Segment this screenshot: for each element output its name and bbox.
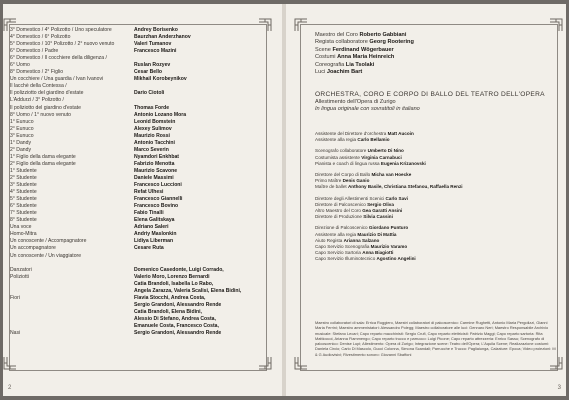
role-line bbox=[10, 309, 128, 316]
role-line: 2° Studente bbox=[10, 174, 37, 181]
performer-line: Francesco Giannelli bbox=[134, 196, 183, 203]
performer-line: Adriano Saleri bbox=[134, 224, 169, 231]
credit-line bbox=[315, 62, 539, 69]
staff-role: Direzione di Palcoscenico bbox=[315, 225, 368, 231]
coproduction-note: Allestimento dell'Opera di Zurigo bbox=[315, 99, 396, 105]
credit-name: Georg Rootering bbox=[369, 39, 414, 46]
role-line: 6° Domestico / Padre bbox=[10, 48, 59, 55]
credit-line bbox=[315, 69, 539, 76]
staff-name: Eugenia Krizanovski bbox=[380, 160, 426, 166]
credit-line bbox=[315, 54, 539, 61]
role-line: 2° Eunuco bbox=[10, 125, 34, 132]
role-line: 5° Studente bbox=[10, 196, 37, 203]
performer-line: Cesare Ruta bbox=[134, 245, 164, 252]
staff-name: Giordano Punturo bbox=[368, 225, 409, 231]
staff-role: Assistente alla regia bbox=[315, 137, 357, 143]
corner-ornament-icon bbox=[549, 18, 563, 32]
credit-name: Lia Tsolaki bbox=[345, 61, 375, 68]
page-frame bbox=[9, 24, 267, 371]
credit-line bbox=[315, 39, 539, 46]
actors-column bbox=[134, 27, 264, 344]
company-title: ORCHESTRA, CORO E CORPO DI BALLO DEL TEATRO DELL'OPERA bbox=[315, 91, 545, 98]
role-line: Il polizziotto del giardino d'estate bbox=[10, 90, 84, 97]
role-line: 7° Studente bbox=[10, 210, 37, 217]
staff-name: Matt Aucoin bbox=[387, 131, 414, 136]
role-line bbox=[10, 260, 128, 267]
role-line: Un conoscente / Accompagnatore bbox=[10, 238, 87, 245]
staff-role: Capo Servizio Illuminotecnico bbox=[315, 256, 376, 262]
performer-line: Baurzhan Anderzhanov bbox=[134, 34, 191, 41]
staff-line bbox=[315, 184, 551, 190]
role-line: Danzatori bbox=[10, 266, 32, 273]
corner-ornament-icon bbox=[258, 356, 272, 370]
role-line: 3° Domestico / 4° Polizotto / Uno speculatore bbox=[10, 27, 112, 33]
performer-line: Catia Brandoli, Isabella Lo Rabo, bbox=[134, 280, 214, 287]
staff-name: Agostino Angelini bbox=[376, 256, 416, 262]
role-line: 1° Studente bbox=[10, 167, 37, 174]
performer-line: Catia Brandoli, Elena Bidini, bbox=[134, 308, 202, 315]
staff-group bbox=[315, 196, 551, 221]
performer-line: Sergio Grandoni, Alessandro Rende bbox=[134, 301, 222, 308]
staff-role: Capo Servizio Sartoria bbox=[315, 250, 361, 256]
role-line: Una voce bbox=[10, 224, 32, 231]
role-line: Il lacchè della Contessa / bbox=[10, 83, 67, 90]
role-line: 1° Eunuco bbox=[10, 118, 34, 125]
performer-line: Thomas Forde bbox=[134, 104, 170, 111]
credit-role: Coreografia bbox=[315, 61, 345, 68]
staff-role: Maître de ballet bbox=[315, 184, 347, 190]
staff-role: Assistente alla regia bbox=[315, 231, 357, 237]
performer-line bbox=[134, 97, 264, 104]
role-line: 2° Figlio della dama elegante bbox=[10, 160, 76, 167]
staff-group bbox=[315, 131, 551, 143]
role-line bbox=[10, 316, 128, 323]
role-line: Il poliziotto del giardino d'estate bbox=[10, 104, 81, 111]
staff-name: Umberto Di Nino bbox=[367, 148, 404, 154]
role-line: 8° Uomo / 1° nuovo venuto bbox=[10, 111, 71, 118]
role-line: Un cocchiere / Una guardia / Ivan Ivanovi bbox=[10, 76, 104, 83]
performer-line bbox=[134, 55, 264, 62]
role-line bbox=[10, 281, 128, 288]
corner-ornament-icon bbox=[3, 18, 17, 32]
role-line: 5° Domestico / 10° Polizotto / 2° nuovo venuto bbox=[10, 41, 115, 48]
staff-group bbox=[315, 225, 551, 262]
staff-name: Maurizio Varamo bbox=[370, 244, 408, 250]
performer-line: Elena Galitskaya bbox=[134, 217, 175, 224]
staff-role: Altro Maestro del Coro bbox=[315, 208, 361, 214]
production-staff-list bbox=[315, 131, 551, 268]
staff-role: Primo Maître bbox=[315, 178, 342, 184]
role-line: 1° Dandy bbox=[10, 139, 32, 146]
page-frame bbox=[300, 24, 558, 371]
role-line: Poliziotti bbox=[10, 273, 29, 280]
page-number: 2 bbox=[8, 385, 12, 391]
credit-name: Ferdinand Wögerbauer bbox=[332, 46, 394, 53]
performer-line: Francesco Luccioni bbox=[134, 182, 182, 189]
staff-name: Carlo Savi bbox=[385, 195, 408, 201]
role-line: L'Addurzi / 3° Polizotto / bbox=[10, 97, 64, 104]
performer-line bbox=[134, 337, 264, 344]
performer-line: Fabio Tinalli bbox=[134, 210, 164, 217]
role-line: 4° Domestico / 6° Polizotto bbox=[10, 34, 71, 41]
performer-line: Nyamdori Enkhbat bbox=[134, 153, 180, 160]
performer-line: Maurizio Scavone bbox=[134, 167, 178, 174]
staff-role: Scenografo collaboratore bbox=[315, 148, 367, 154]
staff-line bbox=[315, 214, 551, 220]
staff-role: Costumista assistente bbox=[315, 154, 360, 160]
performer-line: Marco Severin bbox=[134, 146, 169, 153]
staff-role: Pianista e coach di lingua russa bbox=[315, 160, 380, 166]
role-line bbox=[10, 302, 128, 309]
corner-ornament-icon bbox=[258, 18, 272, 32]
technical-staff-paragraph: Maestro collaboratori di sala: Errica Ruggiero, Maestri collaboratori di palcoscenico: Carmine Rughetti, Antonio Maria Pergolizzi, Gianni Maria Ferrini; Maestro ammenistatori: Alessandro Polegg; Maestro collaboratore alle luci: Gennaro Neri; Maestro Responsabile Archivio musicale: Stefano Lecari; Capo reparto macchinisti: Sergio Crufi, Capo reparto elettricisti: Patrizio Maggi; Capo reparto sartoria: Rita Mattioccoi, Arianna Fiammengo; Capo reparto trucco e parrucco: Luigi Picone; Capo reparto attrezzeria: Enrico Sassu; Scenografo di palcoscenico: Denise Lupi; Allestimento: Opera di Zurigo; Integrazione scene: Teatro dell'Opera; L'Aquila Scene; Realizzazione costumi: Daniela Circio; Carlo Di Mascolo, Gucci Colonna, Simona Scandali; Parrucche e Trucco: Pagliaiunga, Calzature: Epoca; Video proiezioni: M & G Audiovisivi; Rivestimento sonoro: Giovanni Sbaffoni bbox=[315, 320, 556, 357]
credit-role: Scene bbox=[315, 46, 331, 53]
performer-line: Ruslan Rozyev bbox=[134, 62, 171, 69]
staff-role: Capo Servizio Scenografia bbox=[315, 244, 370, 250]
company-block bbox=[315, 91, 545, 113]
performer-line: Andrey Borisenko bbox=[134, 27, 178, 33]
staff-name: Denis Ganio bbox=[342, 178, 370, 184]
right-page bbox=[286, 4, 566, 396]
role-line: 8° Domestico / 2° Figlio bbox=[10, 69, 64, 76]
performer-line: Francesco Mazini bbox=[134, 48, 177, 55]
role-line bbox=[10, 337, 128, 344]
credit-name: Roberto Gabbiani bbox=[359, 32, 407, 38]
performer-line: Emanuele Costa, Francesco Costa, bbox=[134, 322, 219, 329]
staff-name: Virginia Carnabuci bbox=[361, 154, 402, 160]
roles-column bbox=[10, 27, 128, 344]
staff-name: Carlo Bellamio bbox=[357, 137, 390, 143]
performer-line: Alessio Di Stefano, Andrea Costa, bbox=[134, 315, 216, 322]
role-line: Un conoscente / Un viaggiatore bbox=[10, 252, 82, 259]
performer-line: Francesco Bovino bbox=[134, 203, 179, 210]
staff-name: Silvia Cassini bbox=[363, 214, 393, 220]
performer-line: Mikhail Korobeynikov bbox=[134, 76, 187, 83]
performer-line bbox=[134, 83, 264, 90]
role-line: Fiori bbox=[10, 294, 20, 301]
corner-ornament-icon bbox=[294, 356, 308, 370]
credit-role: Costumi bbox=[315, 54, 336, 61]
staff-name: Anna Biagiotti bbox=[362, 250, 394, 256]
left-page bbox=[3, 4, 282, 396]
performer-line: Leonid Bomstein bbox=[134, 118, 176, 125]
credit-role: Luci bbox=[315, 69, 326, 76]
staff-name: Anthony Basile, Christiana Stefanou, Raffaella Renzi bbox=[347, 184, 463, 190]
role-line bbox=[10, 323, 128, 330]
language-note: In lingua originale con sovratitoli in italiano bbox=[315, 106, 420, 113]
staff-role: Direttore di Palcoscenico bbox=[315, 201, 366, 207]
staff-line bbox=[315, 161, 551, 167]
credit-role: Maestro del Coro bbox=[315, 32, 358, 38]
staff-name: Micha van Hoecke bbox=[371, 172, 412, 178]
performer-line: Daniele Massimi bbox=[134, 174, 174, 181]
role-line: 6° Studente bbox=[10, 203, 37, 210]
performer-line: Antonio Lozano Mora bbox=[134, 111, 187, 118]
performer-line: Dario Ciotoli bbox=[134, 90, 165, 97]
staff-line bbox=[315, 256, 551, 262]
role-line: 3° Studente bbox=[10, 182, 37, 189]
performer-line: Lidiya Liberman bbox=[134, 238, 174, 245]
staff-group bbox=[315, 172, 551, 191]
role-line: 4° Studente bbox=[10, 189, 37, 196]
credit-line bbox=[315, 47, 539, 54]
staff-role: Direttore degli Allestimenti Scenici bbox=[315, 195, 385, 201]
performer-line: Alexey Sulimov bbox=[134, 125, 172, 132]
role-line: 6° Domestico / Il cocchiere della diligenza / bbox=[10, 55, 107, 62]
page-number: 3 bbox=[557, 385, 561, 391]
role-line: 6° Uomo bbox=[10, 62, 30, 69]
staff-name: Arianna Salzano bbox=[343, 237, 380, 243]
performer-line: Antonio Tacchini bbox=[134, 139, 175, 146]
staff-name: Gea Garatti Ansini bbox=[362, 208, 403, 214]
performer-line: Sergio Grandoni, Alessandro Rende bbox=[134, 330, 222, 337]
credit-line bbox=[315, 32, 539, 39]
performer-line bbox=[134, 260, 264, 267]
staff-name: Sergio Oliva bbox=[367, 201, 394, 207]
performer-line: Valerio Moro, Lorenzo Bernardi bbox=[134, 273, 210, 280]
role-line: 1° Figlio della dama elegante bbox=[10, 153, 76, 160]
staff-role: Direttore di Produzione bbox=[315, 214, 362, 220]
role-line bbox=[10, 288, 128, 295]
performer-line: Domenico Casedonte, Luigi Corrado, bbox=[134, 266, 224, 273]
performer-line: Cesar Bello bbox=[134, 69, 163, 76]
performer-line bbox=[134, 253, 264, 260]
performer-line: Fabrizio Menotta bbox=[134, 160, 175, 167]
staff-line bbox=[315, 137, 551, 143]
corner-ornament-icon bbox=[294, 18, 308, 32]
performer-line: Andriy Maslonkin bbox=[134, 231, 177, 238]
performer-line: Angela Zarazza, Valeria Scalisi, Elena Bidini, bbox=[134, 287, 242, 294]
credit-name: Joachim Bart bbox=[326, 69, 363, 76]
staff-role: Aiuto Regista bbox=[315, 237, 343, 243]
performer-line: Maurizio Rossi bbox=[134, 132, 170, 139]
role-line: 2° Dandy bbox=[10, 146, 32, 153]
staff-group bbox=[315, 148, 551, 167]
role-line: Un accompagnatore bbox=[10, 245, 56, 252]
performer-line: Refat Ulhesi bbox=[134, 189, 164, 196]
credit-role: Regista collaboratore bbox=[315, 39, 368, 46]
staff-name: Maurizio Di Mattia bbox=[357, 231, 397, 237]
role-line: Nasi bbox=[10, 330, 21, 337]
performer-line: Flavia Stocchi, Andrea Costa, bbox=[134, 294, 206, 301]
performer-line: Valeri Tumanov bbox=[134, 41, 172, 48]
corner-ornament-icon bbox=[3, 356, 17, 370]
staff-role: Direttore del Corpo di Ballo bbox=[315, 172, 371, 178]
role-line: 8° Studente bbox=[10, 217, 37, 224]
staff-role: Assistente del Direttore d'orchestra bbox=[315, 131, 387, 136]
credit-name: Anna Maria Heinreich bbox=[337, 54, 395, 61]
creative-team-credits bbox=[315, 32, 539, 76]
corner-ornament-icon bbox=[549, 356, 563, 370]
role-line: Homo-Mitra bbox=[10, 231, 37, 238]
role-line: 3° Eunuco bbox=[10, 132, 34, 139]
